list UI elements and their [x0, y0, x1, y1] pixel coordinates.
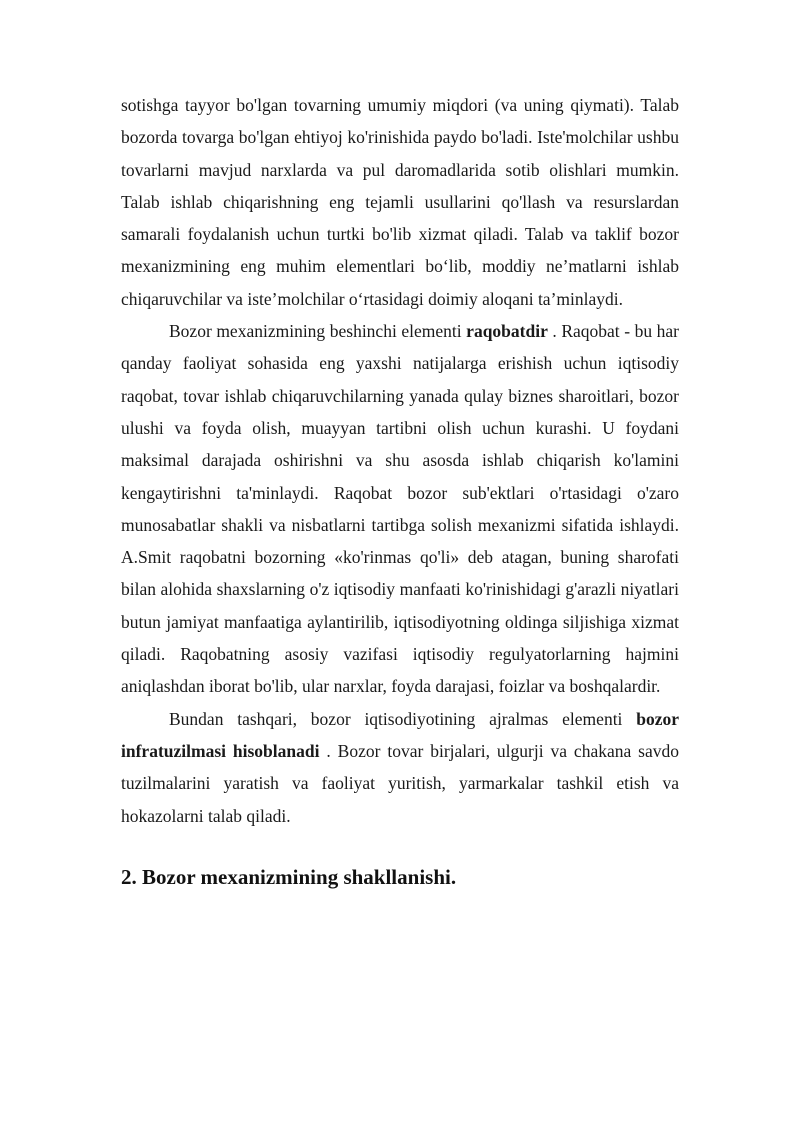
term-infrastructure: bozor infratuzilmasi hisoblanadi [121, 708, 679, 761]
paragraph-infrastructure-body: . Bozor tovar birjalari, ulgurji va chakana savdo tuzilmalarini yaratish va faoliyat yuritish, yarmarkalar tashkil etish va hokazolarni talab qiladi. [121, 740, 679, 826]
paragraph-infrastructure-lead: Bundan tashqari, bozor iqtisodiyotining ajralmas elementi [169, 708, 637, 729]
paragraph-competition-body: . Raqobat - bu har qanday faoliyat sohasida eng yaxshi natijalarga erishish uchun iqtisodiy raqobat, tovar ishlab chiqaruvchilarning yanada qulay biznes sharoitlari, bozor ulushi va foyda olish, muayyan tartibni olish uchun kurashi. U foydani maksimal darajada oshirishni va shu asosda ishlab chiqarish ko'lamini kengaytirishni ta'minlaydi. Raqobat bozor sub'ektlari o'rtasidagi o'zaro munosabatlar shakli va nisbatlarni tartibga solish mexanizmi sifatida ishlaydi. A.Smit raqobatni bozorning «ko'rinmas qo'li» deb atagan, buning sharofati bilan alohida shaxslarning o'z iqtisodiy manfaati ko'rinishidagi g'arazli niyatlari butun jamiyat manfaatiga aylantirilib, iqtisodiyotning oldinga siljishiga xizmat qiladi. Raqobatning asosiy vazifasi iqtisodiy regulyatorlarning hajmini aniqlashdan iborat bo'lib, ular narxlar, foyda darajasi, foizlar va boshqalardir. [121, 321, 679, 697]
paragraph-competition-lead: Bozor mexanizmining beshinchi elementi [169, 321, 467, 342]
document-page [121, 89, 679, 892]
paragraph-demand: sotishga tayyor bo'lgan tovarning umumiy miqdori (va uning qiymati). Talab bozorda tovarga bo'lgan ehtiyoj ko'rinishida paydo bo'ladi. Iste'molchilar ushbu tovarlarni mavjud narxlarda va pul daromadlarida sotib olishlari mumkin. Talab ishlab chiqarishning eng tejamli usullarini qo'llash va resurslardan samarali foydalanish uchun turtki bo'lib xizmat qiladi. Talab va taklif bozor mexanizmining eng muhim elementlari bo‘lib, moddiy ne’matlarni ishlab chiqaruvchilar va iste’molchilar o‘rtasidagi doimiy aloqani ta’minlaydi. [121, 95, 679, 309]
section-heading: 2. Bozor mexanizmining shakllanishi. [121, 864, 457, 889]
paragraph-infrastructure [121, 703, 679, 832]
paragraph-competition [121, 315, 679, 703]
term-competition: raqobatdir [466, 321, 548, 342]
